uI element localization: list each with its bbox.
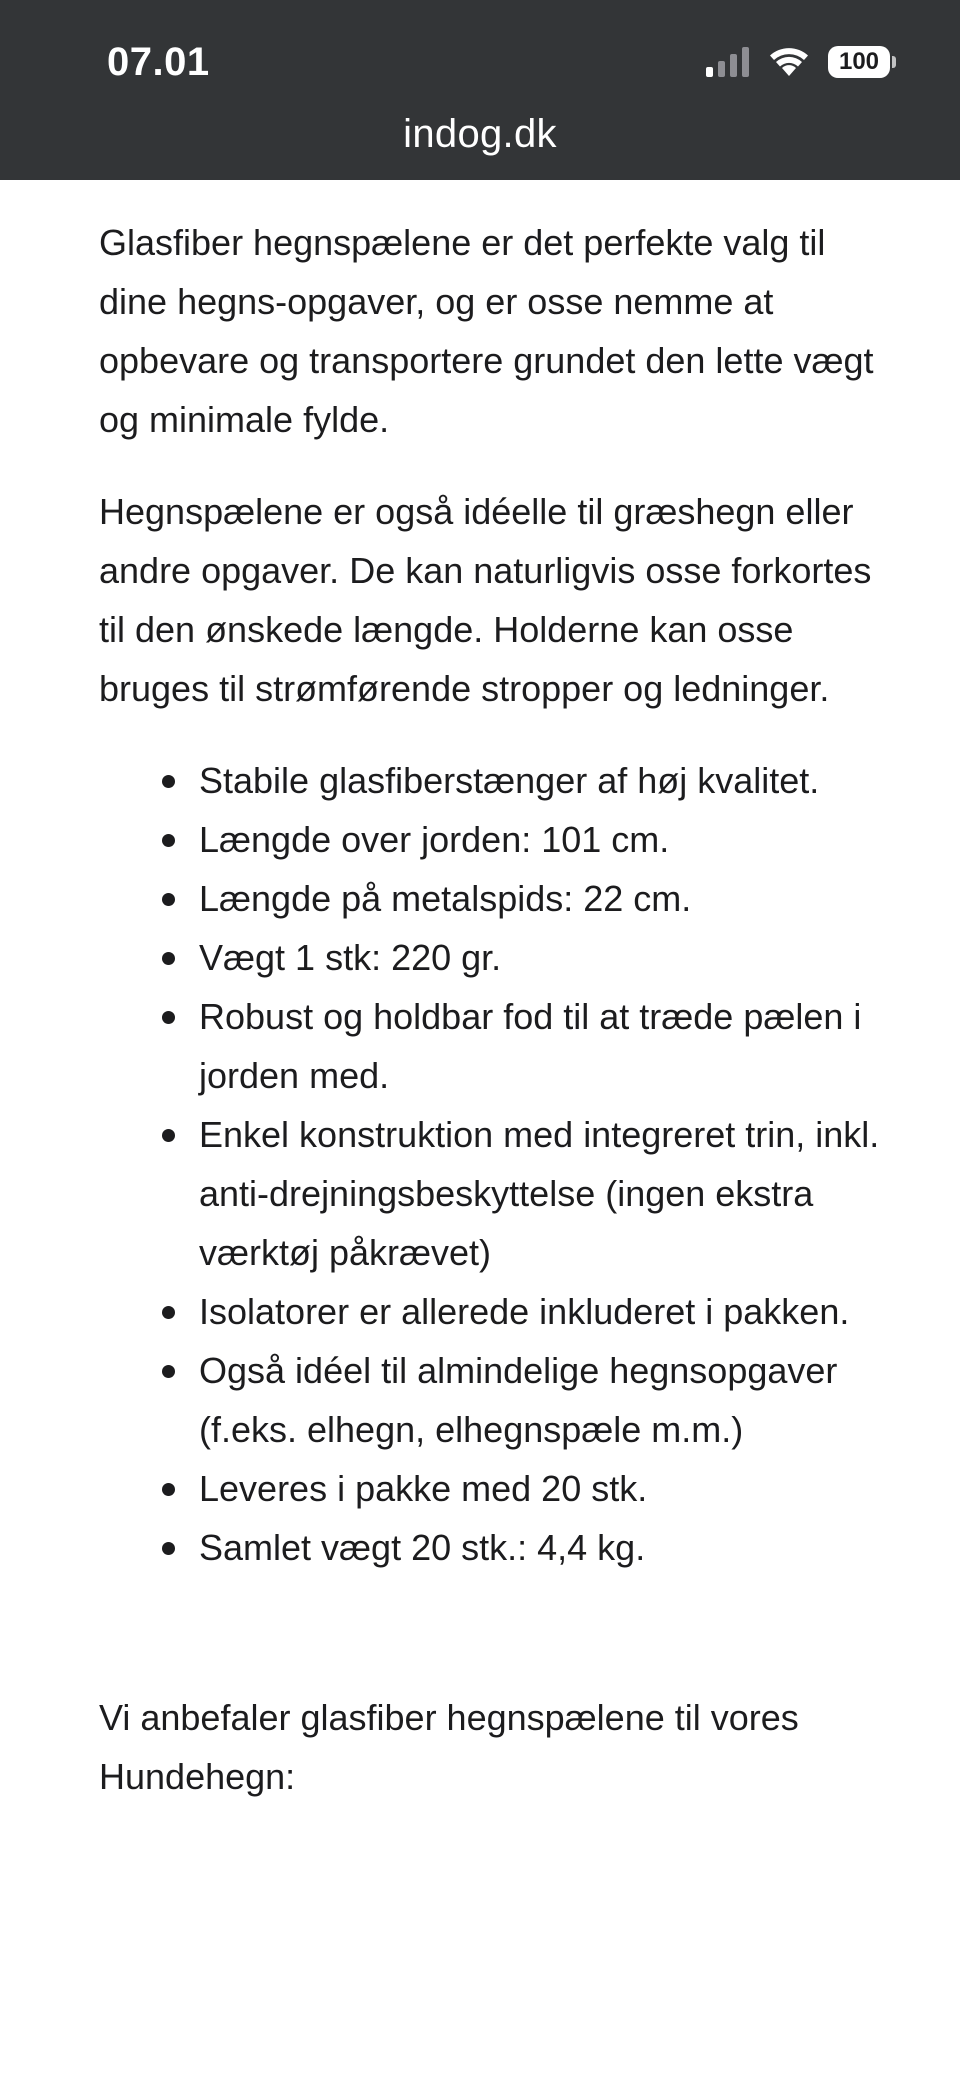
list-item: Isolatorer er allerede inkluderet i pakken.: [199, 1282, 899, 1341]
list-item: Robust og holdbar fod til at træde pælen i jorden med.: [199, 987, 899, 1105]
list-item: Leveres i pakke med 20 stk.: [199, 1459, 899, 1518]
list-item: Stabile glasfiberstænger af høj kvalitet.: [199, 751, 899, 810]
wifi-icon: [768, 46, 810, 78]
battery-icon: [828, 46, 896, 78]
address-bar-url[interactable]: indog.dk: [403, 112, 557, 156]
spec-list: [99, 751, 899, 1577]
article-content: [99, 213, 899, 1806]
usage-paragraph: Hegnspælene er også idéelle til græshegn eller andre opgaver. De kan naturligvis osse forkortes til den ønskede længde. Holderne kan osse bruges til strømførende stropper og ledninger.: [99, 491, 872, 709]
list-item: Længde på metalspids: 22 cm.: [199, 869, 899, 928]
list-item: Længde over jorden: 101 cm.: [199, 810, 899, 869]
browser-top-bar: [0, 0, 960, 180]
list-item: Også idéel til almindelige hegnsopgaver (f.eks. elhegn, elhegnspæle m.m.): [199, 1341, 899, 1459]
battery-level: 100: [828, 46, 890, 78]
list-item: Enkel konstruktion med integreret trin, inkl. anti-drejningsbeskyttelse (ingen ekstra værktøj påkrævet): [199, 1105, 899, 1282]
list-item: Samlet vægt 20 stk.: 4,4 kg.: [199, 1518, 899, 1577]
intro-paragraph: Glasfiber hegnspælene er det perfekte valg til dine hegns-opgaver, og er osse nemme at opbevare og transportere grundet den lette vægt og minimale fylde.: [99, 222, 874, 440]
status-icons: [706, 46, 896, 78]
recommendation-paragraph: Vi anbefaler glasfiber hegnspælene til vores Hundehegn:: [99, 1697, 799, 1797]
battery-cap: [892, 56, 896, 68]
list-item: Vægt 1 stk: 220 gr.: [199, 928, 899, 987]
cellular-signal-icon: [706, 47, 750, 77]
status-time: 07.01: [107, 40, 210, 84]
